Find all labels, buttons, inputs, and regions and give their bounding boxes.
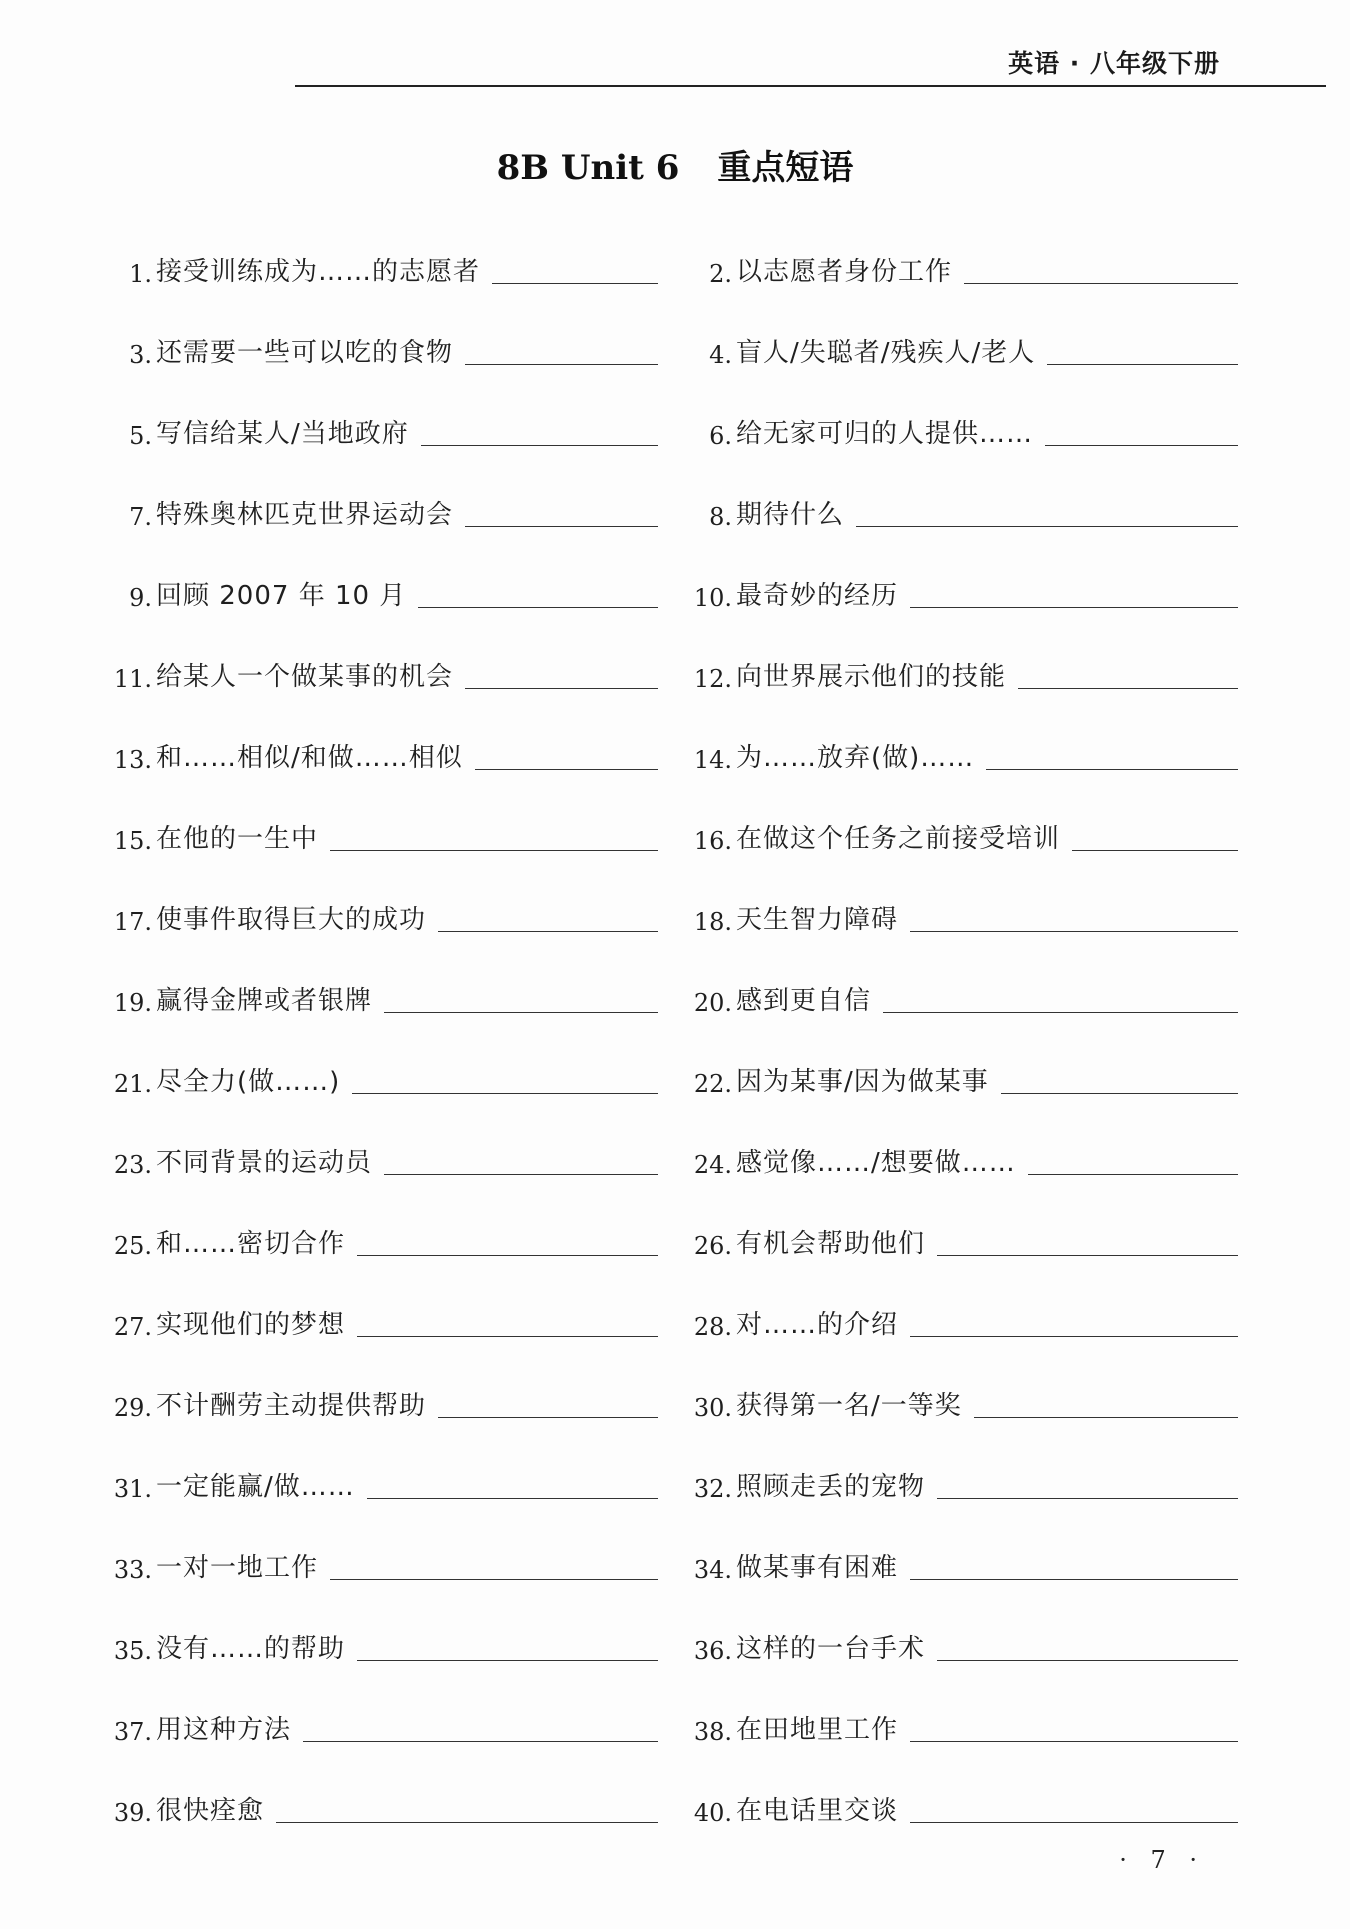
phrase-number: 22. — [693, 1070, 732, 1098]
phrase-item — [688, 888, 1238, 936]
phrase-number: 8. — [709, 503, 732, 531]
phrase-item — [688, 402, 1238, 450]
phrase-number: 24. — [693, 1151, 732, 1179]
answer-blank[interactable] — [910, 1820, 1238, 1823]
phrase-text: 写信给某人/当地政府 — [156, 419, 409, 449]
answer-blank[interactable] — [910, 1739, 1238, 1742]
phrase-item — [688, 1212, 1238, 1260]
phrase-item — [108, 1617, 658, 1665]
phrase-number: 37. — [113, 1718, 152, 1746]
phrase-number: 19. — [113, 989, 152, 1017]
answer-blank[interactable] — [1045, 443, 1238, 446]
phrase-number: 21. — [113, 1070, 152, 1098]
answer-blank[interactable] — [384, 1010, 658, 1013]
phrase-number: 11. — [113, 665, 152, 693]
phrase-item — [108, 564, 658, 612]
answer-blank[interactable] — [330, 1577, 658, 1580]
answer-blank[interactable] — [357, 1334, 658, 1337]
phrase-text: 在田地里工作 — [736, 1715, 899, 1745]
phrase-number: 2. — [709, 260, 732, 288]
phrase-item — [108, 1050, 658, 1098]
unit-label: 8B Unit 6 — [496, 148, 680, 188]
answer-blank[interactable] — [1018, 686, 1238, 689]
phrase-item — [688, 645, 1238, 693]
phrase-text: 因为某事/因为做某事 — [736, 1067, 989, 1097]
phrase-number: 7. — [129, 503, 152, 531]
phrase-text: 很快痊愈 — [156, 1796, 265, 1826]
phrase-text: 在他的一生中 — [156, 824, 319, 854]
answer-blank[interactable] — [910, 1334, 1238, 1337]
answer-blank[interactable] — [883, 1010, 1238, 1013]
phrase-text: 回顾 2007 年 10 月 — [156, 581, 407, 611]
answer-blank[interactable] — [357, 1253, 658, 1256]
phrase-text: 有机会帮助他们 — [736, 1229, 926, 1259]
phrase-text: 不同背景的运动员 — [156, 1148, 373, 1178]
phrase-text: 为……放弃(做)…… — [736, 743, 975, 773]
phrase-item — [108, 645, 658, 693]
answer-blank[interactable] — [421, 443, 658, 446]
phrase-text: 以志愿者身份工作 — [736, 257, 953, 287]
phrase-number: 18. — [693, 908, 732, 936]
answer-blank[interactable] — [384, 1172, 658, 1175]
answer-blank[interactable] — [974, 1415, 1238, 1418]
phrase-number: 10. — [693, 584, 732, 612]
phrase-number: 6. — [709, 422, 732, 450]
phrase-number: 36. — [693, 1637, 732, 1665]
phrase-item — [108, 1293, 658, 1341]
phrase-text: 实现他们的梦想 — [156, 1310, 346, 1340]
phrase-item — [688, 321, 1238, 369]
phrase-number: 26. — [693, 1232, 732, 1260]
phrase-text: 天生智力障碍 — [736, 905, 899, 935]
phrase-item — [688, 1617, 1238, 1665]
phrase-item — [108, 726, 658, 774]
phrase-text: 最奇妙的经历 — [736, 581, 899, 611]
phrase-text: 感觉像……/想要做…… — [736, 1148, 1016, 1178]
phrase-text: 特殊奥林匹克世界运动会 — [156, 500, 454, 530]
phrase-number: 27. — [113, 1313, 152, 1341]
phrase-list — [108, 240, 1238, 1860]
phrase-text: 使事件取得巨大的成功 — [156, 905, 427, 935]
answer-blank[interactable] — [418, 605, 658, 608]
phrase-item — [688, 1050, 1238, 1098]
phrase-text: 期待什么 — [736, 500, 845, 530]
answer-blank[interactable] — [937, 1658, 1238, 1661]
phrase-item — [688, 483, 1238, 531]
phrase-item — [108, 807, 658, 855]
phrase-item — [108, 1131, 658, 1179]
phrase-text: 接受训练成为……的志愿者 — [156, 257, 481, 287]
answer-blank[interactable] — [330, 848, 658, 851]
phrase-text: 向世界展示他们的技能 — [736, 662, 1007, 692]
phrase-number: 32. — [693, 1475, 732, 1503]
phrase-number: 20. — [693, 989, 732, 1017]
phrase-text: 给无家可归的人提供…… — [736, 419, 1034, 449]
phrase-number: 17. — [113, 908, 152, 936]
phrase-text: 一定能赢/做…… — [156, 1472, 355, 1502]
phrase-number: 15. — [113, 827, 152, 855]
phrase-number: 35. — [113, 1637, 152, 1665]
phrase-number: 31. — [113, 1475, 152, 1503]
phrase-item — [108, 1779, 658, 1827]
phrase-item — [108, 1374, 658, 1422]
page-title — [0, 140, 1350, 189]
phrase-item — [688, 1455, 1238, 1503]
answer-blank[interactable] — [937, 1496, 1238, 1499]
phrase-item — [108, 1698, 658, 1746]
phrase-number: 38. — [693, 1718, 732, 1746]
phrase-item — [688, 1698, 1238, 1746]
answer-blank[interactable] — [276, 1820, 658, 1823]
answer-blank[interactable] — [1001, 1091, 1238, 1094]
phrase-number: 30. — [693, 1394, 732, 1422]
phrase-text: 和……密切合作 — [156, 1229, 346, 1259]
phrase-number: 4. — [709, 341, 732, 369]
answer-blank[interactable] — [465, 362, 658, 365]
answer-blank[interactable] — [352, 1091, 658, 1094]
answer-blank[interactable] — [1028, 1172, 1238, 1175]
phrase-text: 对……的介绍 — [736, 1310, 899, 1340]
phrase-text: 在电话里交谈 — [736, 1796, 899, 1826]
phrase-number: 13. — [113, 746, 152, 774]
phrase-item — [108, 888, 658, 936]
phrase-text: 这样的一台手术 — [736, 1634, 926, 1664]
answer-blank[interactable] — [910, 929, 1238, 932]
answer-blank[interactable] — [465, 524, 658, 527]
phrase-text: 尽全力(做……) — [156, 1067, 341, 1097]
phrase-number: 14. — [693, 746, 732, 774]
phrase-item — [108, 1536, 658, 1584]
phrase-item — [108, 240, 658, 288]
phrase-text: 照顾走丢的宠物 — [736, 1472, 926, 1502]
phrase-text: 做某事有困难 — [736, 1553, 899, 1583]
phrase-item — [108, 1212, 658, 1260]
phrase-item — [108, 969, 658, 1017]
phrase-item — [688, 240, 1238, 288]
phrase-number: 16. — [693, 827, 732, 855]
answer-blank[interactable] — [367, 1496, 658, 1499]
phrase-number: 5. — [129, 422, 152, 450]
phrase-item — [688, 564, 1238, 612]
phrase-number: 34. — [693, 1556, 732, 1584]
phrase-text: 盲人/失聪者/残疾人/老人 — [736, 338, 1036, 368]
answer-blank[interactable] — [986, 767, 1238, 770]
phrase-item — [688, 1536, 1238, 1584]
phrase-number: 3. — [129, 341, 152, 369]
book-header-title: 英语 · 八年级下册 — [1008, 49, 1220, 78]
phrase-item — [108, 483, 658, 531]
phrase-item — [688, 1293, 1238, 1341]
answer-blank[interactable] — [492, 281, 658, 284]
phrase-number: 23. — [113, 1151, 152, 1179]
answer-blank[interactable] — [910, 1577, 1238, 1580]
phrase-item — [688, 1374, 1238, 1422]
phrase-text: 在做这个任务之前接受培训 — [736, 824, 1061, 854]
answer-blank[interactable] — [357, 1658, 658, 1661]
answer-blank[interactable] — [475, 767, 658, 770]
answer-blank[interactable] — [465, 686, 658, 689]
phrase-item — [688, 1779, 1238, 1827]
phrase-text: 一对一地工作 — [156, 1553, 319, 1583]
answer-blank[interactable] — [964, 281, 1238, 284]
phrase-item — [688, 1131, 1238, 1179]
phrase-item — [108, 321, 658, 369]
phrase-number: 12. — [693, 665, 732, 693]
phrase-text: 获得第一名/一等奖 — [736, 1391, 962, 1421]
phrase-item — [688, 726, 1238, 774]
phrase-number: 9. — [129, 584, 152, 612]
phrase-item — [108, 1455, 658, 1503]
answer-blank[interactable] — [438, 929, 658, 932]
header-divider — [295, 85, 1326, 87]
phrase-text: 用这种方法 — [156, 1715, 292, 1745]
phrase-number: 1. — [129, 260, 152, 288]
phrase-text: 不计酬劳主动提供帮助 — [156, 1391, 427, 1421]
phrase-item — [108, 402, 658, 450]
page-number: · 7 · — [1119, 1846, 1205, 1874]
phrase-number: 28. — [693, 1313, 732, 1341]
phrase-number: 25. — [113, 1232, 152, 1260]
phrase-text: 还需要一些可以吃的食物 — [156, 338, 454, 368]
phrase-number: 29. — [113, 1394, 152, 1422]
answer-blank[interactable] — [937, 1253, 1238, 1256]
phrase-text: 没有……的帮助 — [156, 1634, 346, 1664]
answer-blank[interactable] — [438, 1415, 658, 1418]
answer-blank[interactable] — [1072, 848, 1238, 851]
answer-blank[interactable] — [856, 524, 1238, 527]
phrase-number: 33. — [113, 1556, 152, 1584]
phrase-item — [688, 807, 1238, 855]
answer-blank[interactable] — [1047, 362, 1238, 365]
phrase-text: 和……相似/和做……相似 — [156, 743, 463, 773]
phrase-text: 给某人一个做某事的机会 — [156, 662, 454, 692]
answer-blank[interactable] — [303, 1739, 658, 1742]
phrase-text: 感到更自信 — [736, 986, 872, 1016]
phrase-number: 40. — [693, 1799, 732, 1827]
phrase-item — [688, 969, 1238, 1017]
topic-label: 重点短语 — [717, 148, 854, 188]
phrase-text: 赢得金牌或者银牌 — [156, 986, 373, 1016]
answer-blank[interactable] — [910, 605, 1238, 608]
phrase-number: 39. — [113, 1799, 152, 1827]
